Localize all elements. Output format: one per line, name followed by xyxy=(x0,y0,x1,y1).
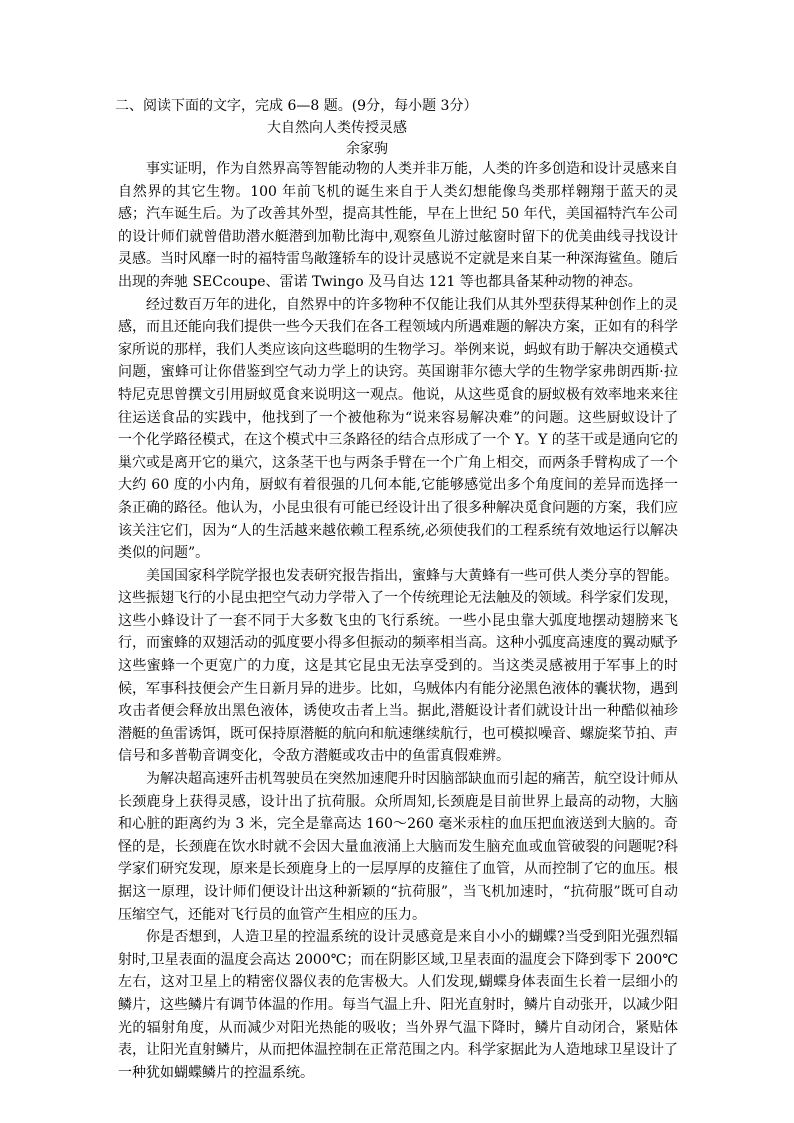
paragraph-5: 你是否想到，人造卫星的控温系统的设计灵感竟是来自小小的蝴蝶?当受到阳光强烈辐射时,卫星表面的温度会高达 2000℃；而在阴影区域,卫星表面的温度会下降到零下 200℃左右，这对卫星上的精密仪器仪表的危害极大。人们发现,蝴蝶身体表面生长着一层细小的鳞片，这些鳞片有调节体温的作用。每当气温上升、阳光直射时，鳞片自动张开，以减少阳光的辐射角度，从而减少对阳光热能的吸收；当外界气温下降时，鳞片自动闭合，紧贴体表，让阳光直射鳞片，从而把体温控制在正常范围之内。科学家据此为人造地球卫星设计了一种犹如蝴蝶鳞片的控温系统。 xyxy=(118,929,678,1081)
paragraph-2: 经过数百万年的进化，自然界中的许多物种不仅能让我们从其外型获得某种创作上的灵感，而且还能向我们提供一些今天我们在各工程领域内所遇难题的解决方案，正如有的科学家所说的那样，我们人类应该向这些聪明的生物学习。举例来说，蚂蚁有助于解决交通模式问题，蜜蜂可让你借鉴到空气动力学上的诀窍。英国谢菲尔德大学的生物学家弗朗西斯·拉特尼克思曾撰文引用厨蚁觅食来说明这一观点。他说，从这些觅食的厨蚁极有效率地来来往往运送食品的实践中，他找到了一个被他称为“说来容易解决难”的问题。这些厨蚁设计了一个化学路径模式，在这个模式中三条路径的结合点形成了一个 Y。Y 的茎干或是通向它的巢穴或是离开它的巢穴，这条茎干也与两条手臂在一个广角上相交，而两条手臂构成了一个大约 60 度的小内角，厨蚁有着很强的几何本能,它能够感觉出多个角度间的差异而选择一条正确的路径。他认为，小昆虫很有可能已经设计出了很多种解决觅食问题的方案，我们应该关注它们，因为“人的生活越来越依赖工程系统,必须使我们的工程系统有效地运行以解决类似的问题”。 xyxy=(118,296,678,562)
article-title: 大自然向人类传授灵感 xyxy=(267,120,407,136)
article-body xyxy=(118,158,678,1084)
question-heading: 二、阅读下面的文字，完成 6—8 题。(9分，每小题 3分） xyxy=(115,98,478,114)
article-title-row xyxy=(0,118,794,138)
paragraph-3: 美国国家科学院学报也发表研究报告指出，蜜蜂与大黄蜂有一些可供人类分享的智能。这些振翅飞行的小昆虫把空气动力学带入了一个传统理论无法触及的领域。科学家们发现，这些小蜂设计了一套不同于大多数飞虫的飞行系统。一些小昆虫靠大弧度地摆动翅膀来飞行，而蜜蜂的双翅活动的弧度要小得多但振动的频率相当高。这种小弧度高速度的翼动赋予这些蜜蜂一个更宽广的力度，这是其它昆虫无法享受到的。当这类灵感被用于军事上的时候，军事科技便会产生日新月异的进步。比如，乌贼体内有能分泌黑色液体的囊状物，遇到攻击者便会释放出黑色液体，诱使攻击者上当。据此,潜艇设计者们就设计出一种酷似袖珍潜艇的鱼雷诱饵，既可保持原潜艇的航向和航速继续航行，也可模拟噪音、螺旋桨节拍、声信号和多普勒音调变化，令敌方潜艇或攻击中的鱼雷真假难辨。 xyxy=(118,567,678,765)
article-author: 余家驹 xyxy=(346,141,388,157)
paragraph-1: 事实证明，作为自然界高等智能动物的人类并非万能，人类的许多创造和设计灵感来自自然界的其它生物。100 年前飞机的诞生来自于人类幻想能像鸟类那样翱翔于蓝天的灵感；汽车诞生后。为了改善其外型，提高其性能，早在上世纪 50 年代，美国福特汽车公司的设计师们就曾借助潜水艇潜到加勒比海中,观察鱼儿游过舷窗时留下的优美曲线寻找设计灵感。当时风靡一时的福特雷鸟敞篷轿车的设计灵感说不定就是来自某一种深海鲨鱼。随后出现的奔驰 SECcoupe、雷诺 Twingo 及马自达 121 等也都具备某种动物的神态。 xyxy=(118,161,678,290)
article-author-row xyxy=(0,139,794,159)
paragraph-4: 为解决超高速歼击机驾驶员在突然加速爬升时因脑部缺血而引起的痛苦，航空设计师从长颈鹿身上获得灵感，设计出了抗荷服。众所周知,长颈鹿是目前世界上最高的动物，大脑和心脏的距离约为 3 米，完全是靠高达 160～260 毫米汞柱的血压把血液送到大脑的。奇怪的是，长颈鹿在饮水时就不会因大量血液涌上大脑而发生脑充血或血管破裂的问题呢?科学家们研究发现，原来是长颈鹿身上的一层厚厚的皮箍住了血管，从而控制了它的血压。根据这一原理，设计师们便设计出这种新颖的“抗荷服”，当飞机加速时，“抗荷服”既可自动压缩空气，还能对飞行员的血管产生相应的压力。 xyxy=(118,771,678,923)
